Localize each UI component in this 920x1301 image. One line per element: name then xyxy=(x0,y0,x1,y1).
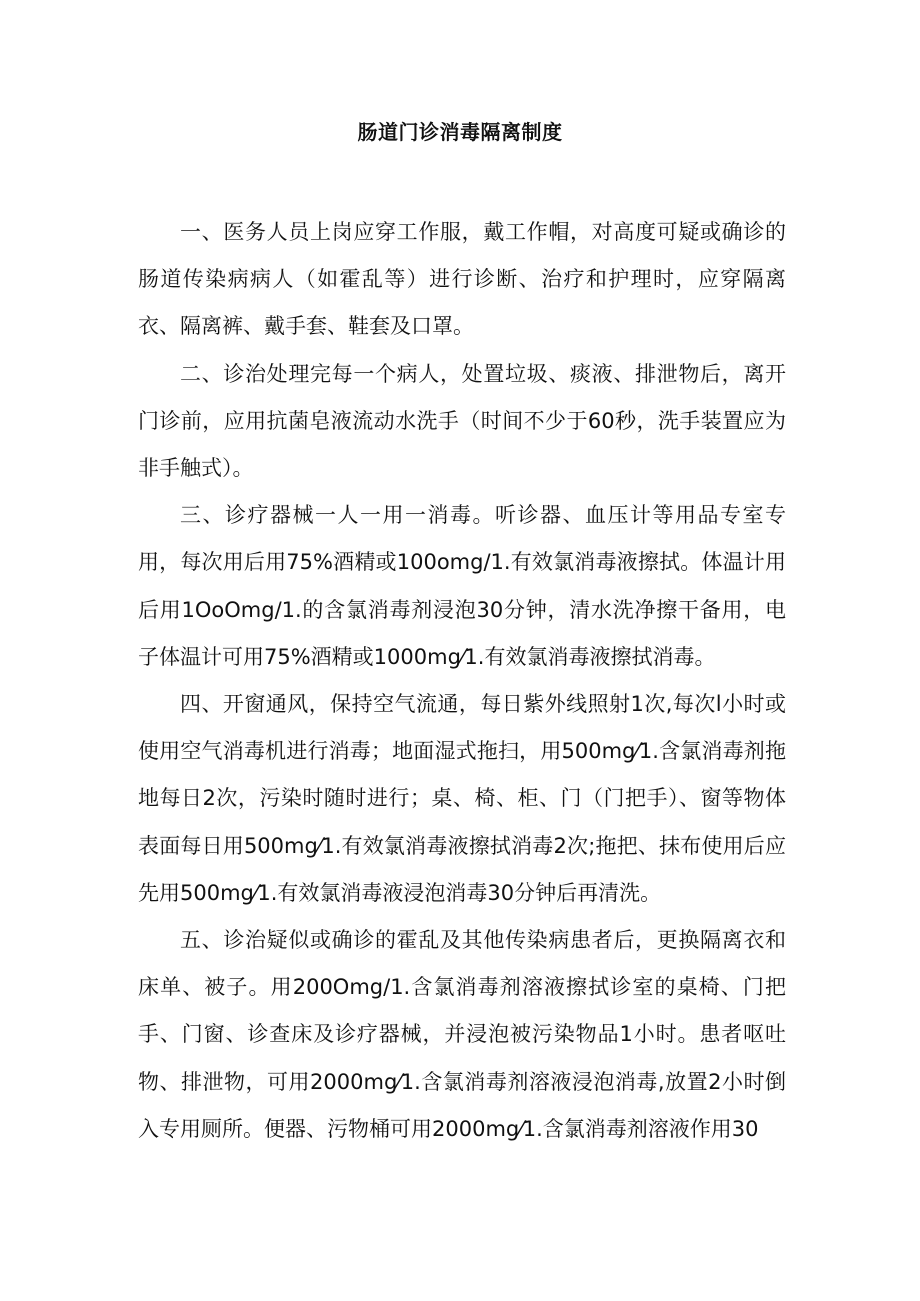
paragraph-4: 四、开窗通风，保持空气流通，每日紫外线照射1次,每次l小时或使用空气消毒机进行消毒；地面湿式拖扫，用500mg⁄1.含氯消毒剂拖地每日2次，污染时随时进行；桌、椅、柜、门（门把手）、窗等物体表面每日用500mg⁄1.有效氯消毒液擦拭消毒2次;拖把、抹布使用后应先用500mg⁄1.有效氯消毒液浸泡消毒30分钟后再清洗。 xyxy=(138,692,786,905)
document-body xyxy=(138,209,786,1153)
paragraph-2: 二、诊治处理完每一个病人，处置垃圾、痰液、排泄物后，离开门诊前，应用抗菌皂液流动水洗手（时间不少于60秒，洗手装置应为非手触式）。 xyxy=(138,361,786,481)
paragraph-1: 一、医务人员上岗应穿工作服，戴工作帽，对高度可疑或确诊的肠道传染病病人（如霍乱等）进行诊断、治疗和护理时，应穿隔离衣、隔离裤、戴手套、鞋套及口罩。 xyxy=(138,220,786,339)
document-title: 肠道门诊消毒隔离制度 xyxy=(357,120,563,144)
paragraph-5: 五、诊治疑似或确诊的霍乱及其他传染病患者后，更换隔离衣和床单、被子。用200Omg/1.含氯消毒剂溶液擦拭诊室的桌椅、门把手、门窗、诊查床及诊疗器械，并浸泡被污染物品1小时。患者呕吐物、排泄物，可用2000mg⁄1.含氯消毒剂溶液浸泡消毒,放置2小时倒入专用厕所。便器、污物桶可用2000mg⁄1.含氯消毒剂溶液作用30 xyxy=(138,928,786,1141)
paragraph-3: 三、诊疗器械一人一用一消毒。听诊器、血压计等用品专室专用，每次用后用75%酒精或100omg/1.有效氯消毒液擦拭。体温计用后用1OoOmg/1.的含氯消毒剂浸泡30分钟，清水洗净擦干备用，电子体温计可用75%酒精或1000mg⁄1.有效氯消毒液擦拭消毒。 xyxy=(138,503,786,669)
